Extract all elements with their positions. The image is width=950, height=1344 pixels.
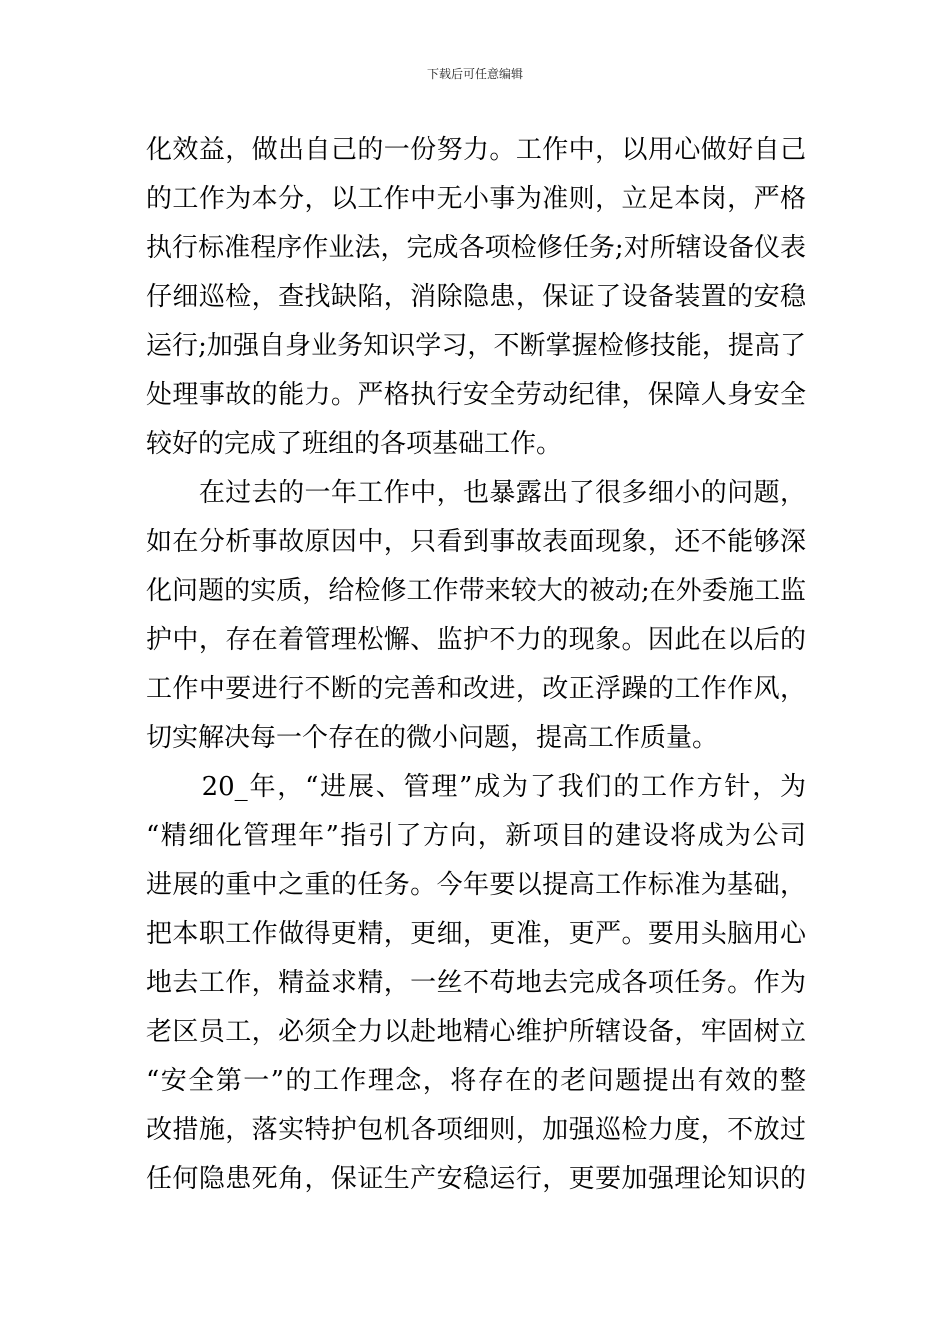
document-body [146, 126, 806, 1204]
paragraph-line: 进展的重中之重的任务。今年要以提高工作标准为基础， [146, 870, 806, 900]
page-header: 下载后可任意编辑 [426, 67, 523, 81]
paragraph-line: 工作中要进行不断的完善和改进，改正浮躁的工作作风， [146, 674, 806, 704]
paragraph-line: 如在分析事故原因中，只看到事故表面现象，还不能够深 [146, 527, 806, 557]
paragraph-line: 仔细巡检，查找缺陷，消除隐患，保证了设备装置的安稳 [146, 282, 806, 312]
paragraph-line: 老区员工，必须全力以赴地精心维护所辖设备，牢固树立 [146, 1017, 806, 1047]
paragraph-line: 地去工作，精益求精，一丝不苟地去完成各项任务。作为 [146, 968, 806, 998]
paragraph-line: 运行;加强自身业务知识学习，不断掌握检修技能，提高了 [146, 331, 806, 361]
paragraph-line: 改措施，落实特护包机各项细则，加强巡检力度，不放过 [146, 1115, 806, 1145]
paragraph-line: 护中，存在着管理松懈、监护不力的现象。因此在以后的 [146, 625, 806, 655]
paragraph-line: 20_年，“进展、管理”成为了我们的工作方针，为 [146, 772, 806, 802]
paragraph-line: 化问题的实质，给检修工作带来较大的被动;在外委施工监 [146, 576, 806, 606]
paragraph-line: 的工作为本分，以工作中无小事为准则，立足本岗，严格 [146, 184, 806, 214]
paragraph-line: 把本职工作做得更精，更细，更准，更严。要用头脑用心 [146, 919, 806, 949]
paragraph-line: 切实解决每一个存在的微小问题，提高工作质量。 [146, 723, 719, 753]
paragraph-line: “精细化管理年”指引了方向，新项目的建设将成为公司 [146, 821, 806, 851]
paragraph-line: 处理事故的能力。严格执行安全劳动纪律，保障人身安全 [146, 380, 806, 410]
paragraph-line: 执行标准程序作业法，完成各项检修任务;对所辖设备仪表 [146, 233, 806, 263]
paragraph-line: 化效益，做出自己的一份努力。工作中，以用心做好自己 [146, 135, 806, 165]
paragraph-line: “安全第一”的工作理念，将存在的老问题提出有效的整 [146, 1066, 806, 1096]
paragraph-line: 在过去的一年工作中，也暴露出了很多细小的问题， [146, 478, 806, 508]
paragraph-line: 较好的完成了班组的各项基础工作。 [146, 429, 563, 459]
paragraph-line: 任何隐患死角，保证生产安稳运行，更要加强理论知识的 [146, 1164, 806, 1194]
